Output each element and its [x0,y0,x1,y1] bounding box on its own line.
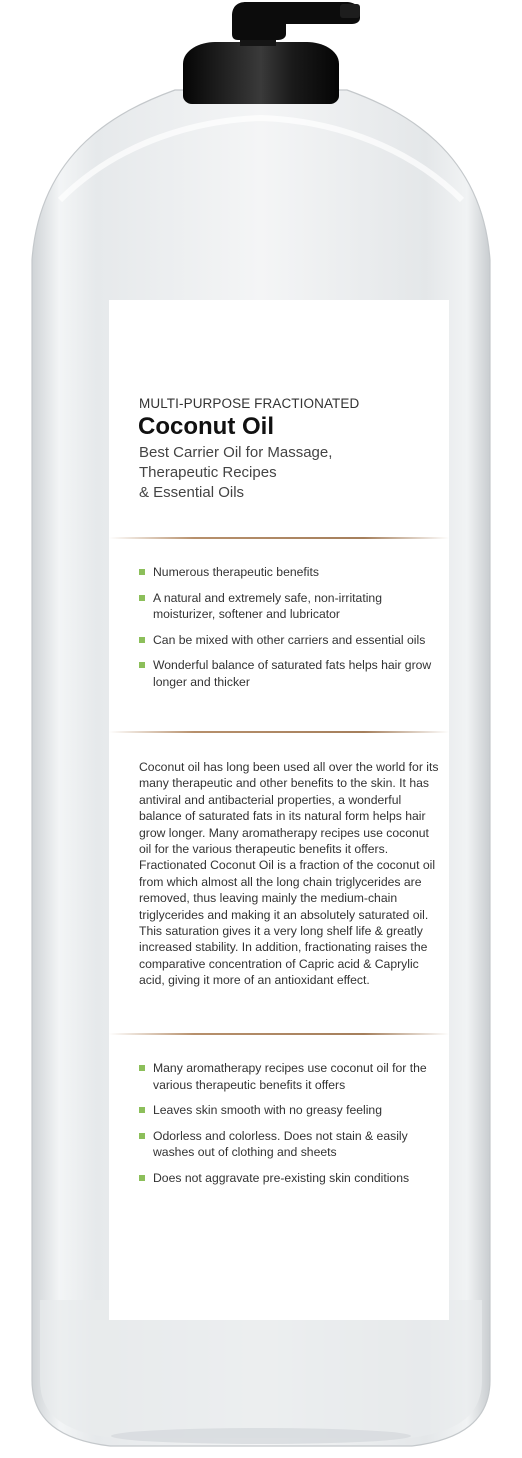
list-item [139,590,439,623]
list-item [139,632,439,649]
list-item [139,1102,439,1119]
bullet-square-icon [139,569,145,575]
bullet-square-icon [139,1133,145,1139]
list-item [139,1170,439,1187]
pump-cap [183,42,339,104]
bullet-text: Odorless and colorless. Does not stain & easily washes out of clothing and sheets [153,1128,408,1159]
bullet-square-icon [139,637,145,643]
bullet-text: Numerous therapeutic benefits [153,565,319,579]
benefits-list-bottom [139,1060,439,1186]
bullet-square-icon [139,1107,145,1113]
divider [109,537,449,539]
bullet-text: Can be mixed with other carriers and essential oils [153,632,426,647]
bullet-square-icon [139,662,145,668]
bullet-square-icon [139,1065,145,1071]
subtitle-line: & Essential Oils [139,484,245,501]
label-eyebrow: MULTI-PURPOSE FRACTIONATED [139,396,360,411]
bullet-square-icon [139,1175,145,1181]
list-item [139,657,439,690]
bullet-text: Leaves skin smooth with no greasy feeling [153,1103,382,1117]
product-description: Coconut oil has long been used all over the world for its many therapeutic and other benefits to the skin. It has antiviral and antibacterial properties, a wonderful balance of saturated fats in its natural form helps hair grow longer. Many aromatherapy recipes use coconut oil for the various therapeutic benefits it offers. Fractionated Coconut Oil is a fraction of the coconut oil from which almost all the long chain triglycerides are removed, thus leaving mainly the medium-chain triglycerides and making it an absolutely saturated oil. This saturation gives it a very long shelf life & greatly increased stability. In addition, fractionating raises the comparative concentration of Capric acid & Caprylic acid, giving it more of an antioxidant effect. [139,760,439,988]
label-subtitle [139,443,439,503]
list-item [139,1060,439,1093]
subtitle-line: Therapeutic Recipes [139,464,277,481]
benefits-list-top [139,564,439,690]
bullet-text: A natural and extremely safe, non-irritating moisturizer, softener and lubricator [153,590,382,621]
bullet-text: Does not aggravate pre-existing skin conditions [153,1170,410,1185]
list-item [139,1128,439,1161]
list-item [139,564,439,581]
divider [109,731,449,733]
bullet-text: Wonderful balance of saturated fats helps hair grow longer and thicker [153,658,432,689]
label-title: Coconut Oil [138,413,274,440]
bullet-text: Many aromatherapy recipes use coconut oil for the various therapeutic benefits it offers [153,1061,427,1092]
bullet-square-icon [139,595,145,601]
subtitle-line: Best Carrier Oil for Massage, [139,444,333,461]
divider [109,1033,449,1035]
